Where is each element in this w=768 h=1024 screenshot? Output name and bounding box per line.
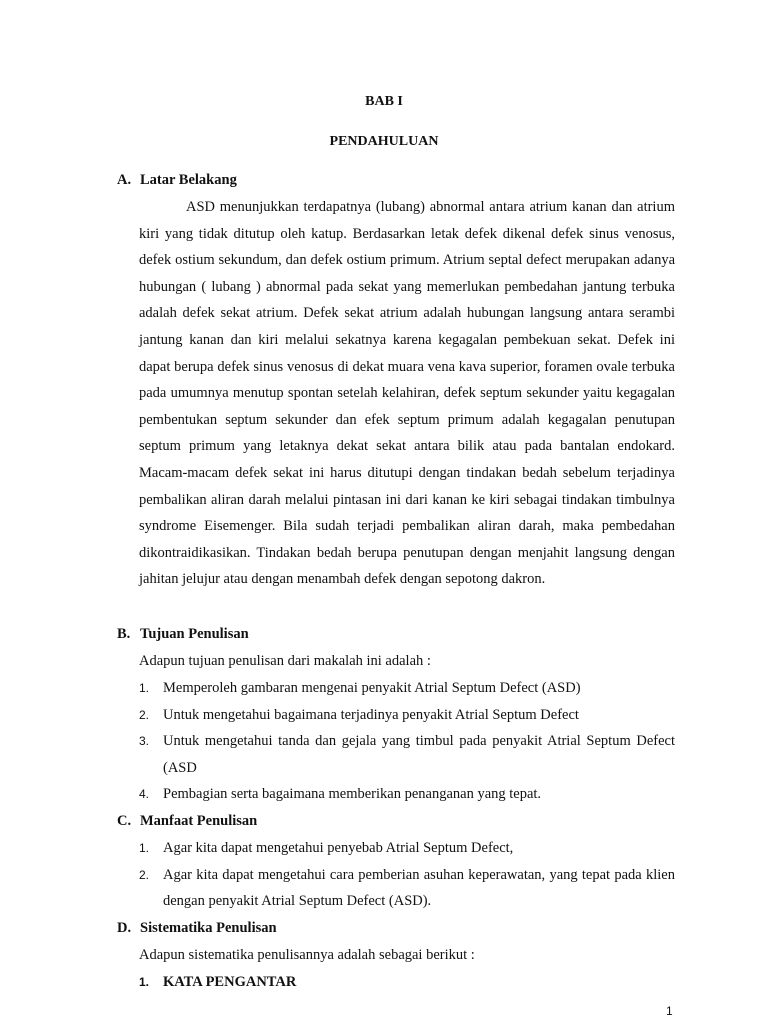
list-number: 1. [139, 975, 150, 989]
page-number: 1 [666, 1004, 673, 1018]
list-number: 2. [139, 867, 150, 882]
list-item [139, 835, 675, 862]
list-item [139, 675, 675, 702]
section-a-paragraph: ASD menunjukkan terdapatnya (lubang) abnormal antara atrium kanan dan atrium kiri yang tidak ditutup oleh katup. Berdasarkan letak defek dikenal defek sinus venosus, defek ostium sekundum, dan defek ostium primum. Atrium septal defect merupakan adanya hubungan ( lubang ) abnormal pada sekat yang memerlukan pembedahan jantung terbuka adalah defek sekat atrium. Defek sekat atrium adalah hubungan langsung antara serambi jantung kanan dan kiri melalui sekatnya karena kegagalan pembekuan sekat. Defek ini dapat berupa defek sinus venosus di dekat muara vena kava superior, foramen ovale terbuka pada umumnya menutup spontan setelah kelahiran, defek septum sekunder yaitu kegagalan pembentukan septum sekunder dan efek septum primum adalah kegagalan penutupan septum primum yang letaknya dekat sekat antara bilik atau pada bantalan endokard. Macam-macam defek sekat ini harus ditutupi dengan tindakan bedah sebelum terjadinya pembalikan aliran darah melalui pintasan ini dari kanan ke kiri sebagai tindakan timbulnya syndrome Eisemenger. Bila sudah terjadi pembalikan aliran darah, maka pembedahan dikontraidikasikan. Tindakan bedah berupa penutupan dengan menjahit langsung dengan jahitan jelujur atau dengan menambah defek dengan sepotong dakron. [139, 199, 675, 588]
list-text: Untuk mengetahui tanda dan gejala yang timbul pada penyakit Atrial Septum Defect (ASD [163, 733, 675, 776]
list-item [139, 728, 675, 781]
section-b-title: Tujuan Penulisan [140, 626, 249, 642]
list-number: 2. [139, 707, 150, 722]
list-number: 1. [139, 841, 150, 855]
chapter-title: PENDAHULUAN [329, 134, 439, 149]
section-b-intro: Adapun tujuan penulisan dari makalah ini adalah : [139, 653, 431, 669]
section-d-title: Sistematika Penulisan [140, 920, 277, 936]
list-item [139, 781, 675, 808]
list-text: Pembagian serta bagaimana memberikan penanganan yang tepat. [163, 786, 542, 803]
list-text: Untuk mengetahui bagaimana terjadinya penyakit Atrial Septum Defect [163, 706, 579, 723]
section-c-heading [117, 813, 257, 830]
section-a-letter: A. [117, 172, 132, 188]
section-d-letter: D. [117, 920, 132, 936]
list-text: Memperoleh gambaran mengenai penyakit Atrial Septum Defect (ASD) [163, 680, 581, 696]
section-a-title: Latar Belakang [140, 172, 237, 188]
list-item [139, 969, 675, 996]
section-d-heading [117, 920, 277, 937]
section-a-heading [117, 172, 237, 189]
section-c-list [139, 835, 675, 915]
list-number: 4. [139, 787, 150, 802]
section-d-intro: Adapun sistematika penulisannya adalah sebagai berikut : [139, 947, 475, 963]
list-item [139, 702, 675, 729]
section-b-heading [117, 626, 249, 643]
list-text: Agar kita dapat mengetahui penyebab Atrial Septum Defect, [163, 840, 514, 856]
list-text: Agar kita dapat mengetahui cara pemberian asuhan keperawatan, yang tepat pada klien dengan penyakit Atrial Septum Defect (ASD). [163, 866, 675, 910]
list-number: 1. [139, 681, 150, 695]
list-text: KATA PENGANTAR [163, 974, 297, 990]
section-b-letter: B. [117, 626, 131, 642]
section-c-letter: C. [117, 813, 132, 829]
chapter-label: BAB I [365, 94, 403, 109]
list-item [139, 862, 675, 915]
section-d-list [139, 969, 675, 996]
section-c-title: Manfaat Penulisan [140, 813, 258, 829]
list-number: 3. [139, 734, 150, 749]
section-b-list [139, 675, 675, 808]
